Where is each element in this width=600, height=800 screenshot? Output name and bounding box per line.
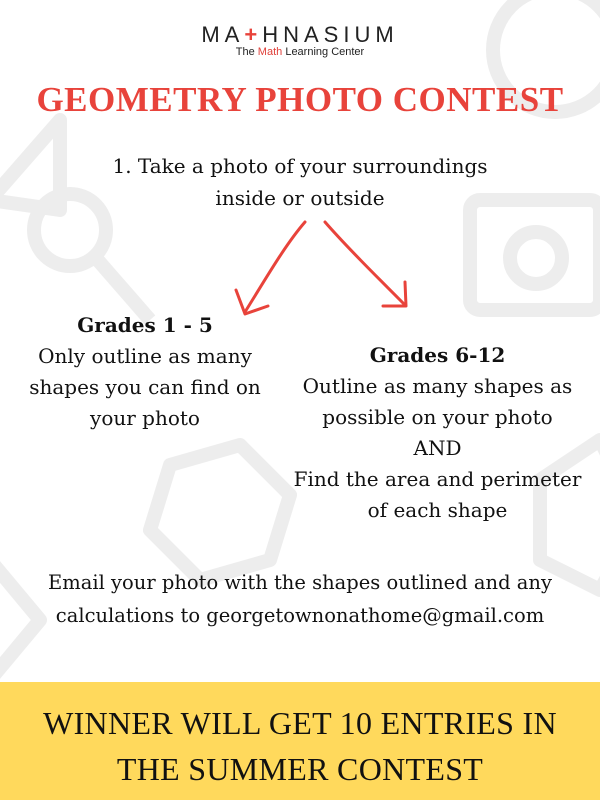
grades-6-12-line: possible on your photo	[322, 405, 553, 429]
winner-banner-text	[0, 700, 600, 792]
logo-wordmark: MA+HNASIUM	[201, 22, 399, 47]
grades-6-12-line: Outline as many shapes as	[302, 374, 573, 398]
grades-6-12-line: of each shape	[367, 498, 508, 522]
arrow-right-icon	[325, 222, 406, 306]
grades-6-12-line: AND	[413, 436, 462, 460]
grades-1-5-heading: Grades 1 - 5	[77, 313, 213, 337]
grades-1-5-line: your photo	[90, 406, 200, 430]
banner-line-2: THE SUMMER CONTEST	[116, 751, 484, 787]
logo-wordmark-pre: MA	[201, 22, 245, 47]
page-title: GEOMETRY PHOTO CONTEST	[36, 80, 564, 119]
grades-6-12-line: Find the area and perimeter	[293, 467, 582, 491]
email-line-2: calculations to georgetownonathome@gmail.com	[55, 604, 545, 627]
email-instructions	[20, 566, 580, 632]
grades-1-5-line: shapes you can find on	[29, 375, 261, 399]
step-line-2: inside or outside	[215, 186, 385, 210]
grades-1-5-line: Only outline as many	[38, 344, 252, 368]
grades-1-5-section	[20, 310, 270, 434]
logo-wordmark-post: HNASIUM	[262, 22, 399, 47]
banner-line-1: WINNER WILL GET 10 ENTRIES IN	[43, 705, 557, 741]
step-line-1: 1. Take a photo of your surroundings	[112, 154, 488, 178]
logo-tagline: The Math Learning Center	[235, 46, 365, 58]
grades-6-12-section	[285, 340, 590, 526]
arrow-left-icon	[236, 222, 305, 314]
email-line-1: Email your photo with the shapes outlined and any	[48, 571, 552, 594]
grades-6-12-heading: Grades 6-12	[369, 343, 506, 367]
